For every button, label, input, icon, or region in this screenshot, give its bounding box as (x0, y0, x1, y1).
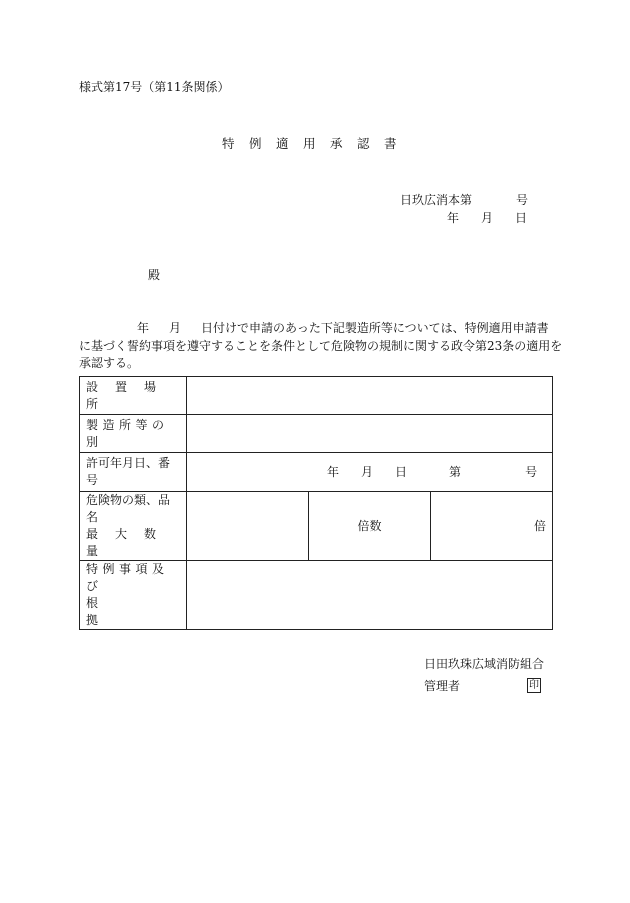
issuer-organization: 日田玖珠広域消防組合 (424, 657, 545, 671)
special-value (187, 561, 553, 630)
doc-number-prefix: 日玖広消本第 (400, 193, 473, 207)
date-year: 年 (447, 211, 460, 225)
seal-stamp: 印 (529, 680, 539, 691)
body-line-1 (79, 320, 559, 338)
multiple-label: 倍数 (309, 492, 431, 561)
hazmat-label-line-1: 危険物の類、品名 (86, 493, 171, 524)
permit-value: 年 月 日 第 号 (187, 453, 553, 492)
table-row (80, 453, 553, 492)
issuer-title: 管理者 (424, 679, 461, 693)
location-label: 設置場所 (80, 377, 187, 415)
multiple-value: 倍 (431, 492, 553, 561)
form-number: 様式第17号（第11条関係） (79, 80, 230, 94)
table-row (80, 561, 553, 630)
table-row (80, 492, 553, 561)
body-year: 年 (137, 321, 150, 335)
doc-number-suffix: 号 (516, 193, 529, 207)
date-month: 月 (481, 211, 494, 225)
hazmat-label (80, 492, 187, 561)
hazmat-value (187, 492, 309, 561)
special-label-line-2: 根拠 (86, 596, 157, 627)
table-row (80, 377, 553, 415)
approval-table (79, 376, 553, 630)
date-day: 日 (515, 211, 528, 225)
facility-type-label: 製造所等の別 (80, 415, 187, 453)
special-label-line-1: 特例事項及び (86, 562, 169, 593)
table-row (80, 415, 553, 453)
body-month: 月 (169, 321, 182, 335)
facility-type-value (187, 415, 553, 453)
issue-date (447, 211, 527, 225)
body-line-1-rest: 日付けで申請のあった下記製造所等については、特例適用申請書 (201, 321, 549, 335)
addressee: 殿 (148, 268, 161, 282)
document-title: 特例適用承認書 (222, 136, 412, 151)
permit-label: 許可年月日、番号 (80, 453, 187, 492)
location-value (187, 377, 553, 415)
approval-text (79, 320, 563, 373)
hazmat-label-line-2: 最大数量 (86, 527, 174, 558)
body-line-3: 承認する。 (79, 356, 140, 370)
body-line-2: に基づく誓約事項を遵守することを条件として危険物の規制に関する政令第23条の適用を (79, 338, 563, 353)
special-label (80, 561, 187, 630)
document-number (400, 193, 528, 207)
